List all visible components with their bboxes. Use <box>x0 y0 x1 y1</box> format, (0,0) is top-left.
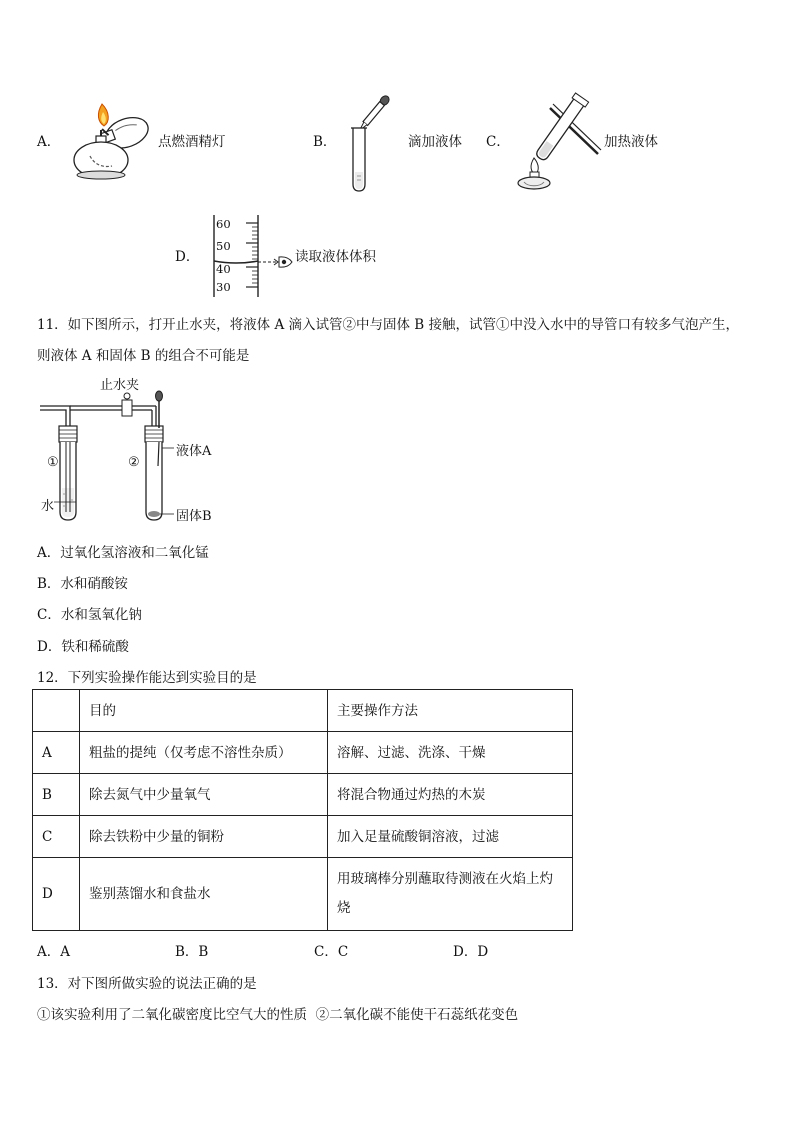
lighting-alcohol-lamp-icon <box>68 96 158 186</box>
option-d-letter: D． <box>175 249 200 265</box>
table-cell: A <box>33 732 80 774</box>
q12-stem: 12．下列实验操作能达到实验目的是 <box>37 670 257 686</box>
table-cell: 除去氮气中少量氧气 <box>80 774 328 816</box>
cylinder-tick-60: 60 <box>216 217 231 231</box>
q12-option-b: B．B <box>175 944 209 960</box>
table-cell: D <box>33 858 80 931</box>
figure-label-solid-b: 固体B <box>176 509 212 524</box>
q11-option-d: D．铁和稀硫酸 <box>37 639 129 655</box>
table-cell: 粗盐的提纯（仅考虑不溶性杂质） <box>80 732 328 774</box>
table-row <box>33 816 573 858</box>
table-cell: 加入足量硫酸铜溶液，过滤 <box>328 816 573 858</box>
option-a-letter: A． <box>37 134 61 150</box>
q12-option-a: A．A <box>37 944 70 960</box>
table-cell: C <box>33 816 80 858</box>
option-a-label: 点燃酒精灯 <box>158 134 226 150</box>
experiment-table <box>32 689 573 931</box>
figure-label-tube2: ② <box>128 455 140 470</box>
q11-option-b: B．水和硝酸铵 <box>37 576 128 592</box>
table-cell: 鉴别蒸馏水和食盐水 <box>80 858 328 931</box>
q11-stem-line2: 则液体 A 和固体 B 的组合不可能是 <box>37 348 250 364</box>
figure-label-water: 水 <box>41 499 55 514</box>
table-header-cell: 目的 <box>80 690 328 732</box>
cylinder-tick-50: 50 <box>216 239 231 253</box>
cylinder-tick-40: 40 <box>216 262 231 276</box>
table-header-row <box>33 690 573 732</box>
figure-label-liquid-a: 液体A <box>176 444 212 459</box>
figure-label-clamp: 止水夹 <box>100 378 140 393</box>
table-row <box>33 774 573 816</box>
heating-test-tube-icon <box>508 92 604 190</box>
dropper-test-tube-icon <box>345 92 400 194</box>
option-b-letter: B． <box>313 134 337 150</box>
q12-option-c: C．C <box>314 944 349 960</box>
table-header-cell <box>33 690 80 732</box>
q11-stem-line1: 11．如下图所示，打开止水夹，将液体 A 滴入试管②中与固体 B 接触，试管①中没入水中的导管口有较多气泡产生， <box>37 317 740 333</box>
cylinder-tick-30: 30 <box>216 280 231 294</box>
option-c-letter: C． <box>486 134 510 150</box>
table-cell: 用玻璃棒分别蘸取待测液在火焰上灼烧 <box>328 858 573 931</box>
option-d-label: 读取液体体积 <box>295 249 376 265</box>
option-c-label: 加热液体 <box>604 134 658 150</box>
q11-option-a: A．过氧化氢溶液和二氧化锰 <box>37 545 209 561</box>
table-row <box>33 732 573 774</box>
table-row <box>33 858 573 931</box>
table-cell: B <box>33 774 80 816</box>
q12-option-d: D．D <box>453 944 489 960</box>
table-cell: 除去铁粉中少量的铜粉 <box>80 816 328 858</box>
q13-statements: ①该实验利用了二氧化碳密度比空气大的性质 ②二氧化碳不能使干石蕊纸花变色 <box>37 1007 519 1023</box>
table-header-cell: 主要操作方法 <box>328 690 573 732</box>
table-cell: 将混合物通过灼热的木炭 <box>328 774 573 816</box>
q11-option-c: C．水和氢氧化钠 <box>37 607 142 623</box>
figure-label-tube1: ① <box>47 455 59 470</box>
table-cell: 溶解、过滤、洗涤、干燥 <box>328 732 573 774</box>
option-b-label: 滴加液体 <box>408 134 462 150</box>
q13-stem: 13．对下图所做实验的说法正确的是 <box>37 976 257 992</box>
